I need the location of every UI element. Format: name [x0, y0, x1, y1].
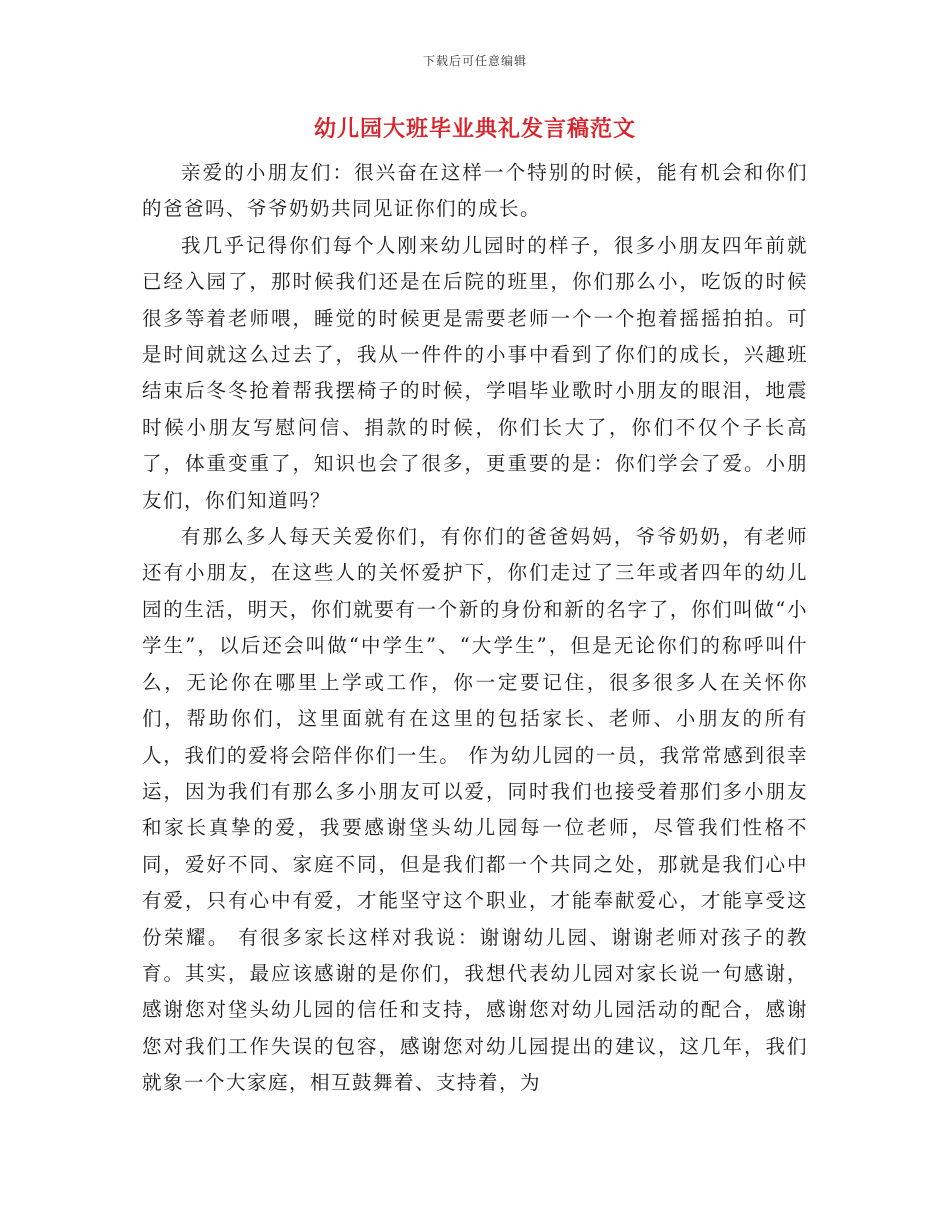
header-note: 下载后可任意编辑 [422, 54, 527, 68]
document-body [142, 155, 808, 1102]
paragraph-2: 我几乎记得你们每个人刚来幼儿园时的样子，很多小朋友四年前就已经入园了，那时候我们还是在后院的班里，你们那么小，吃饭的时候很多等着老师喂，睡觉的时候更是需要老师一个一个抱着摇摇拍拍。可是时间就这么过去了，我从一件件的小事中看到了你们的成长，兴趣班结束后冬冬抢着帮我摆椅子的时候，学唱毕业歌时小朋友的眼泪，地震时候小朋友写慰问信、捐款的时候，你们长大了，你们不仅个子长高了，体重变重了，知识也会了很多，更重要的是：你们学会了爱。小朋友们，你们知道吗？ [142, 233, 808, 512]
paragraph-3: 有那么多人每天关爱你们，有你们的爸爸妈妈，爷爷奶奶，有老师还有小朋友，在这些人的关怀爱护下，你们走过了三年或者四年的幼儿园的生活，明天，你们就要有一个新的身份和新的名字了，你们叫做“小学生”，以后还会叫做“中学生”、“大学生”，但是无论你们的称呼叫什么，无论你在哪里上学或工作，你一定要记住，很多很多人在关怀你们，帮助你们，这里面就有在这里的包括家长、老师、小朋友的所有人，我们的爱将会陪伴你们一生。 作为幼儿园的一员，我常常感到很幸运，因为我们有那么多小朋友可以爱，同时我们也接受着那们多小朋友和家长真挚的爱，我要感谢垡头幼儿园每一位老师，尽管我们性格不同，爱好不同、家庭不同，但是我们都一个共同之处，那就是我们心中有爱，只有心中有爱，才能坚守这个职业，才能奉献爱心，才能享受这份荣耀。 有很多家长这样对我说：谢谢幼儿园、谢谢老师对孩子的教育。其实，最应该感谢的是你们，我想代表幼儿园对家长说一句感谢，感谢您对垡头幼儿园的信任和支持，感谢您对幼儿园活动的配合，感谢您对我们工作失误的包容，感谢您对幼儿园提出的建议，这几年，我们就象一个大家庭，相互鼓舞着、支持着，为 [142, 525, 808, 1095]
document-title: 幼儿园大班毕业典礼发言稿范文 [313, 116, 636, 142]
paragraph-1: 亲爱的小朋友们：很兴奋在这样一个特别的时候，能有机会和你们的爸爸吗、爷爷奶奶共同见证你们的成长。 [142, 161, 808, 221]
